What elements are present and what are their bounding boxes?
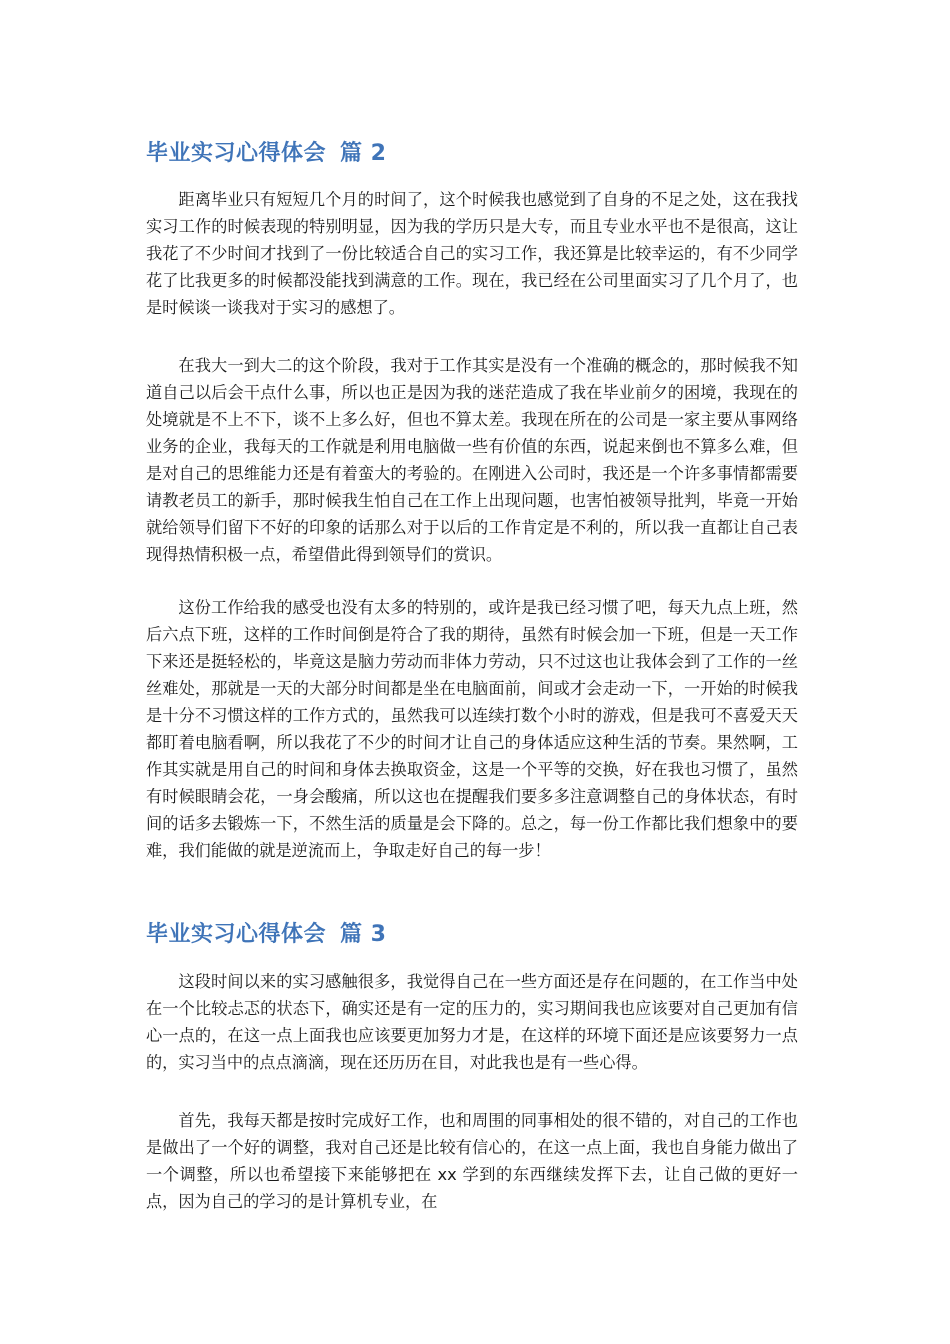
paragraph: 这段时间以来的实习感触很多，我觉得自己在一些方面还是存在问题的，在工作当中处在一个比较忐忑的状态下，确实还是有一定的压力的，实习期间我也应该要对自己更加有信心一点的，在这一点上面我也应该要更加努力才是，在这样的环境下面还是应该要努力一点的，实习当中的点点滴滴，现在还历历在目，对此我也是有一些心得。 — [146, 972, 798, 1072]
paragraph: 距离毕业只有短短几个月的时间了，这个时候我也感觉到了自身的不足之处，这在我找实习工作的时候表现的特别明显，因为我的学历只是大专，而且专业水平也不是很高，这让我花了不少时间才找到了一份比较适合自己的实习工作，我还算是比较幸运的，有不少同学花了比我更多的时候都没能找到满意的工作。现在，我已经在公司里面实习了几个月了，也是时候谈一谈我对于实习的感想了。 — [146, 190, 798, 317]
paragraph: 在我大一到大二的这个阶段，我对于工作其实是没有一个准确的概念的，那时候我不知道自己以后会干点什么事，所以也正是因为我的迷茫造成了我在毕业前夕的困境，我现在的处境就是不上不下，谈不上多么好，但也不算太差。我现在所在的公司是一家主要从事网络业务的企业，我每天的工作就是利用电脑做一些有价值的东西，说起来倒也不算多么难，但是对自己的思维能力还是有着蛮大的考验的。在刚进入公司时，我还是一个许多事情都需要请教老员工的新手，那时候我生怕自己在工作上出现问题，也害怕被领导批判，毕竟一开始就给领导们留下不好的印象的话那么对于以后的工作肯定是不利的，所以我一直都让自己表现得热情积极一点，希望借此得到领导们的赏识。 — [146, 356, 798, 564]
section-heading-3 — [146, 917, 386, 948]
paragraph: 首先，我每天都是按时完成好工作，也和周围的同事相处的很不错的，对自己的工作也是做出了一个好的调整，我对自己还是比较有信心的，在这一点上面，我也自身能力做出了一个调整，所以也希望接下来能够把在 xx 学到的东西继续发挥下去，让自己做的更好一点，因为自己的学习的是计算机专业，在 — [146, 1111, 798, 1211]
heading-title: 毕业实习心得体会 — [146, 141, 327, 166]
heading-number: 篇 3 — [340, 922, 387, 947]
section-heading-2 — [146, 136, 386, 167]
heading-title: 毕业实习心得体会 — [146, 922, 327, 947]
paragraph: 这份工作给我的感受也没有太多的特别的，或许是我已经习惯了吧，每天九点上班，然后六点下班，这样的工作时间倒是符合了我的期待，虽然有时候会加一下班，但是一天工作下来还是挺轻松的，毕竟这是脑力劳动而非体力劳动，只不过这也让我体会到了工作的一丝丝难处，那就是一天的大部分时间都是坐在电脑面前，间或才会走动一下，一开始的时候我是十分不习惯这样的工作方式的，虽然我可以连续打数个小时的游戏，但是我可不喜爱天天都盯着电脑看啊，所以我花了不少的时间才让自己的身体适应这种生活的节奏。果然啊，工作其实就是用自己的时间和身体去换取资金，这是一个平等的交换，好在我也习惯了，虽然有时候眼睛会花，一身会酸痛，所以这也在提醒我们要多多注意调整自己的身体状态，有时间的话多去锻炼一下，不然生活的质量是会下降的。总之，每一份工作都比我们想象中的要难，我们能做的就是逆流而上，争取走好自己的每一步！ — [146, 598, 798, 860]
heading-number: 篇 2 — [340, 141, 387, 166]
